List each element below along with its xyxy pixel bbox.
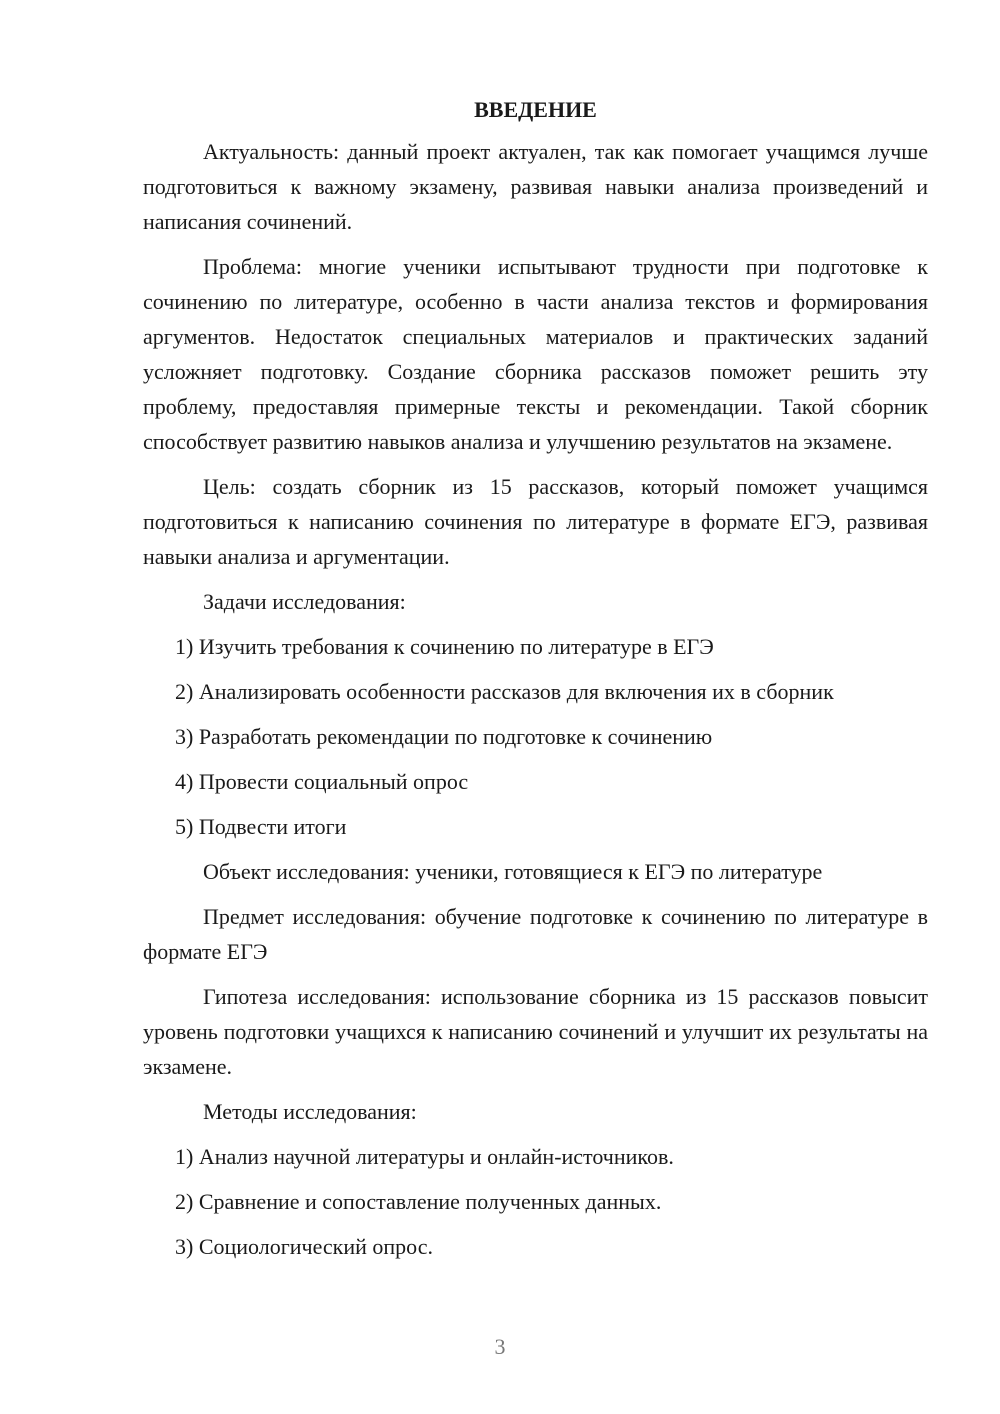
section-heading: ВВЕДЕНИЕ <box>474 97 597 122</box>
list-item: 1) Анализ научной литературы и онлайн-источников. <box>175 1144 674 1169</box>
tasks-list <box>143 629 928 844</box>
list-item: 4) Провести социальный опрос <box>175 769 469 794</box>
list-item: 5) Подвести итоги <box>175 814 347 839</box>
tasks-label: Задачи исследования: <box>203 589 406 614</box>
relevance-paragraph: Актуальность: данный проект актуален, так как помогает учащимся лучше подготовиться к важному экзамену, развивая навыки анализа произведений и написания сочинений. <box>143 139 928 234</box>
page-number: 3 <box>494 1334 506 1359</box>
problem-paragraph: Проблема: многие ученики испытывают трудности при подготовке к сочинению по литературе, особенно в части анализа текстов и формирования аргументов. Недостаток специальных материалов и практических заданий усложняет подготовку. Создание сборника рассказов поможет решить эту проблему, предоставляя примерные тексты и рекомендации. Такой сборник способствует развитию навыков анализа и улучшению результатов на экзамене. <box>143 254 928 454</box>
list-item: 1) Изучить требования к сочинению по литературе в ЕГЭ <box>175 634 714 659</box>
hypothesis-paragraph: Гипотеза исследования: использование сборника из 15 рассказов повысит уровень подготовки учащихся к написанию сочинений и улучшит их результаты на экзамене. <box>143 984 928 1079</box>
document-page <box>143 96 928 1274</box>
methods-list <box>143 1139 928 1264</box>
list-item: 2) Анализировать особенности рассказов для включения их в сборник <box>175 679 834 704</box>
goal-paragraph: Цель: создать сборник из 15 рассказов, который поможет учащимся подготовиться к написанию сочинения по литературе в формате ЕГЭ, развивая навыки анализа и аргументации. <box>143 474 928 569</box>
list-item: 2) Сравнение и сопоставление полученных данных. <box>175 1189 662 1214</box>
methods-label: Методы исследования: <box>203 1099 417 1124</box>
list-item: 3) Разработать рекомендации по подготовке к сочинению <box>175 724 713 749</box>
object-paragraph: Объект исследования: ученики, готовящиеся к ЕГЭ по литературе <box>203 859 823 884</box>
list-item: 3) Социологический опрос. <box>175 1234 433 1259</box>
subject-paragraph: Предмет исследования: обучение подготовке к сочинению по литературе в формате ЕГЭ <box>143 904 928 964</box>
